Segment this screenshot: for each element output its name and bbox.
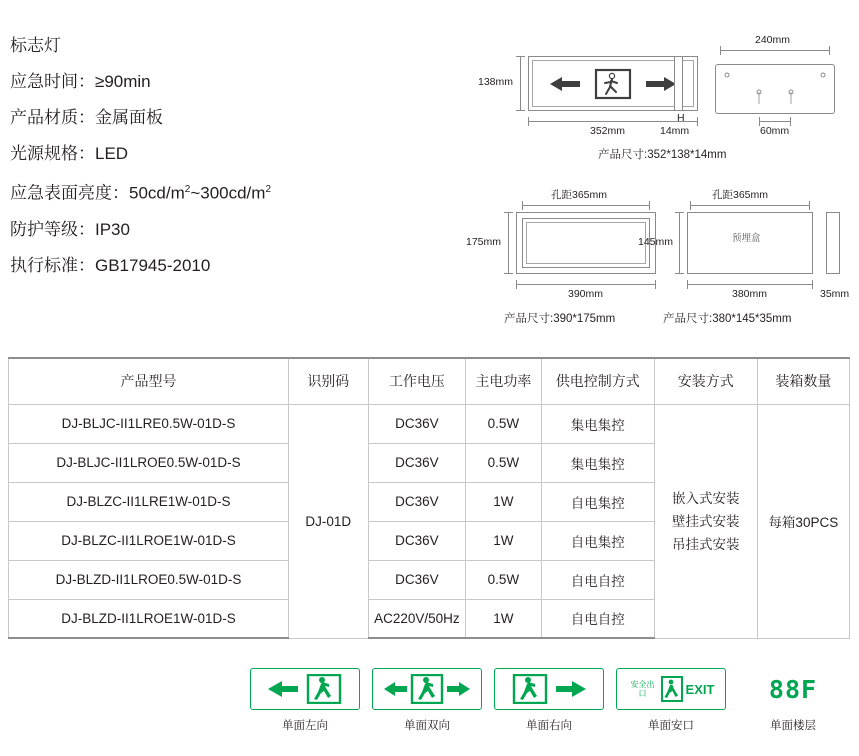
th-voltage: 工作电压 bbox=[368, 358, 466, 404]
dim-sign-height: 138mm bbox=[478, 76, 514, 88]
cell-model: DJ-BLJC-II1LROE0.5W-01D-S bbox=[9, 443, 289, 482]
exit-chinese-label: 安全出口 bbox=[630, 680, 655, 698]
th-packing: 装箱数量 bbox=[757, 358, 849, 404]
dim-tick-w3-r bbox=[812, 280, 813, 289]
th-model: 产品型号 bbox=[9, 358, 289, 404]
caption-drawing-2: 产品尺寸:390*175mm bbox=[504, 313, 616, 325]
install-option-2: 壁挂式安装 bbox=[672, 513, 740, 529]
dim-tick-hole3-r bbox=[809, 201, 810, 210]
sign-face-right bbox=[494, 668, 604, 710]
sign-variant-both bbox=[372, 668, 482, 733]
sign-variant-exit bbox=[616, 668, 726, 733]
cell-model: DJ-BLZC-II1LROE1W-01D-S bbox=[9, 521, 289, 560]
exit-english-label: EXIT bbox=[685, 681, 715, 697]
sign-graphic-front bbox=[540, 66, 686, 102]
dim-line-h2 bbox=[508, 212, 509, 274]
floor-digits: 88F bbox=[768, 674, 818, 704]
table-header-row bbox=[9, 358, 850, 404]
drawing-sign-side bbox=[674, 56, 683, 111]
install-option-1: 嵌入式安装 bbox=[672, 490, 740, 506]
sign-face-left bbox=[250, 668, 360, 710]
sign-caption-right: 单面右向 bbox=[526, 720, 572, 732]
plate-holes bbox=[715, 64, 835, 114]
th-install: 安装方式 bbox=[654, 358, 757, 404]
caption-drawing-3: 产品尺寸:380*145*35mm bbox=[663, 313, 792, 325]
sign-face-both bbox=[372, 668, 482, 710]
cell-install bbox=[654, 404, 757, 638]
dim-tick-plate-r bbox=[829, 46, 830, 55]
table-row bbox=[9, 404, 850, 443]
dim-tick-sign-w-l bbox=[528, 117, 529, 126]
cell-control: 集电集控 bbox=[541, 443, 654, 482]
dim-tick-hole2-l bbox=[522, 201, 523, 210]
brightness-mid: ~300cd/m bbox=[190, 183, 266, 203]
cell-code: DJ-01D bbox=[288, 404, 368, 638]
product-spec-table bbox=[8, 357, 850, 639]
dim-line-sign-height bbox=[520, 56, 521, 111]
both-arrows-runner-icon bbox=[381, 674, 473, 704]
cell-voltage: DC36V bbox=[368, 560, 466, 599]
cell-voltage: DC36V bbox=[368, 521, 466, 560]
cell-voltage: DC36V bbox=[368, 482, 466, 521]
brightness-sup-1: 2 bbox=[184, 184, 191, 195]
cell-control: 自电自控 bbox=[541, 599, 654, 638]
spec-standard: 执行标准：GB17945-2010 bbox=[10, 255, 211, 275]
sign-variant-right bbox=[494, 668, 604, 733]
cell-packing: 每箱30PCS bbox=[757, 404, 849, 638]
dim-tick-h2-b bbox=[504, 273, 513, 274]
spec-material: 产品材质：金属面板 bbox=[10, 108, 163, 127]
dim-tick-plate-l bbox=[720, 46, 721, 55]
drawing-box-3-side bbox=[826, 212, 840, 274]
cell-power: 0.5W bbox=[466, 404, 542, 443]
dim-width-3: 380mm bbox=[732, 288, 768, 300]
sign-caption-left: 单面左向 bbox=[282, 720, 328, 732]
dim-tick-hole2-r bbox=[649, 201, 650, 210]
dim-tick-w2-l bbox=[516, 280, 517, 289]
dim-line-w3 bbox=[687, 284, 813, 285]
sign-caption-floor: 单面楼层 bbox=[770, 720, 816, 732]
embedded-box-label: 预埋盒 bbox=[732, 233, 761, 244]
specification-list bbox=[10, 28, 440, 284]
install-option-3: 吊挂式安装 bbox=[672, 536, 740, 552]
dim-line-hole-3 bbox=[690, 205, 810, 206]
right-arrow-runner-icon bbox=[506, 674, 592, 704]
sign-face-exit bbox=[616, 668, 726, 710]
cell-power: 1W bbox=[466, 521, 542, 560]
sign-variant-gallery bbox=[250, 668, 850, 733]
cell-power: 0.5W bbox=[466, 560, 542, 599]
page-title: 标志灯 bbox=[10, 36, 61, 55]
caption-drawing-1: 产品尺寸:352*138*14mm bbox=[598, 149, 727, 161]
dim-tick-sign-w-r bbox=[697, 117, 698, 126]
cell-voltage: AC220V/50Hz bbox=[368, 599, 466, 638]
spec-light-source: 光源规格：LED bbox=[10, 144, 129, 163]
dim-tick-sign-h-bot bbox=[516, 110, 525, 111]
dim-hole-distance-2: 孔距365mm bbox=[551, 189, 608, 201]
dim-tick-h3-b bbox=[675, 273, 684, 274]
dim-hole-distance-3: 孔距365mm bbox=[712, 189, 769, 201]
dim-tick-hole3-l bbox=[690, 201, 691, 210]
exit-runner-icon bbox=[661, 676, 683, 702]
dim-tick-h2-t bbox=[504, 212, 513, 213]
dim-line-sign-width bbox=[528, 121, 698, 122]
dim-tick-w3-l bbox=[687, 280, 688, 289]
spec-emergency-time: 应急时间：≥90min bbox=[10, 72, 151, 91]
dim-tick-h3-t bbox=[675, 212, 684, 213]
cell-model: DJ-BLZD-II1LROE1W-01D-S bbox=[9, 599, 289, 638]
cell-model: DJ-BLZD-II1LROE0.5W-01D-S bbox=[9, 560, 289, 599]
brightness-sup-2: 2 bbox=[265, 184, 272, 195]
dim-plate-width: 240mm bbox=[755, 34, 791, 46]
cell-control: 自电集控 bbox=[541, 521, 654, 560]
cell-control: 自电自控 bbox=[541, 560, 654, 599]
dim-plate-inner: 60mm bbox=[760, 125, 790, 137]
sign-face-floor bbox=[738, 668, 848, 710]
cell-model: DJ-BLZC-II1LRE1W-01D-S bbox=[9, 482, 289, 521]
dim-line-plate-width bbox=[720, 50, 830, 51]
dim-thickness-mark: H bbox=[677, 112, 685, 124]
brightness-prefix: 应急表面亮度：50cd/m bbox=[10, 183, 185, 203]
dim-line-h3 bbox=[679, 212, 680, 274]
th-control: 供电控制方式 bbox=[541, 358, 654, 404]
cell-control: 集电集控 bbox=[541, 404, 654, 443]
dim-width-2: 390mm bbox=[568, 288, 604, 300]
cell-voltage: DC36V bbox=[368, 404, 466, 443]
cell-power: 1W bbox=[466, 599, 542, 638]
th-code: 识别码 bbox=[288, 358, 368, 404]
dim-side-3: 35mm bbox=[820, 288, 850, 300]
spec-protection-grade: 防护等级：IP30 bbox=[10, 219, 130, 239]
dim-line-hole-2 bbox=[522, 205, 650, 206]
dim-line-w2 bbox=[516, 284, 656, 285]
sign-variant-left bbox=[250, 668, 360, 733]
drawing-frame-inner2-2 bbox=[526, 222, 646, 264]
cell-model: DJ-BLJC-II1LRE0.5W-01D-S bbox=[9, 404, 289, 443]
dim-line-plate-inner bbox=[759, 121, 791, 122]
cell-power: 1W bbox=[466, 482, 542, 521]
dim-height-3: 145mm bbox=[638, 236, 674, 248]
dim-sign-width: 352mm bbox=[590, 125, 626, 137]
dim-thickness: 14mm bbox=[660, 125, 690, 137]
left-arrow-runner-icon bbox=[262, 674, 348, 704]
technical-drawings bbox=[450, 20, 850, 325]
dim-tick-sign-h-top bbox=[516, 56, 525, 57]
sign-caption-both: 单面双向 bbox=[404, 720, 450, 732]
sign-caption-exit: 单面安口 bbox=[648, 720, 694, 732]
product-spec-table-wrapper bbox=[8, 357, 850, 639]
cell-power: 0.5W bbox=[466, 443, 542, 482]
dim-tick-inner-r bbox=[790, 117, 791, 126]
spec-surface-brightness bbox=[10, 172, 440, 212]
dim-height-2: 175mm bbox=[466, 236, 502, 248]
th-power: 主电功率 bbox=[466, 358, 542, 404]
cell-control: 自电集控 bbox=[541, 482, 654, 521]
sign-variant-floor bbox=[738, 668, 848, 733]
dim-tick-w2-r bbox=[655, 280, 656, 289]
cell-voltage: DC36V bbox=[368, 443, 466, 482]
